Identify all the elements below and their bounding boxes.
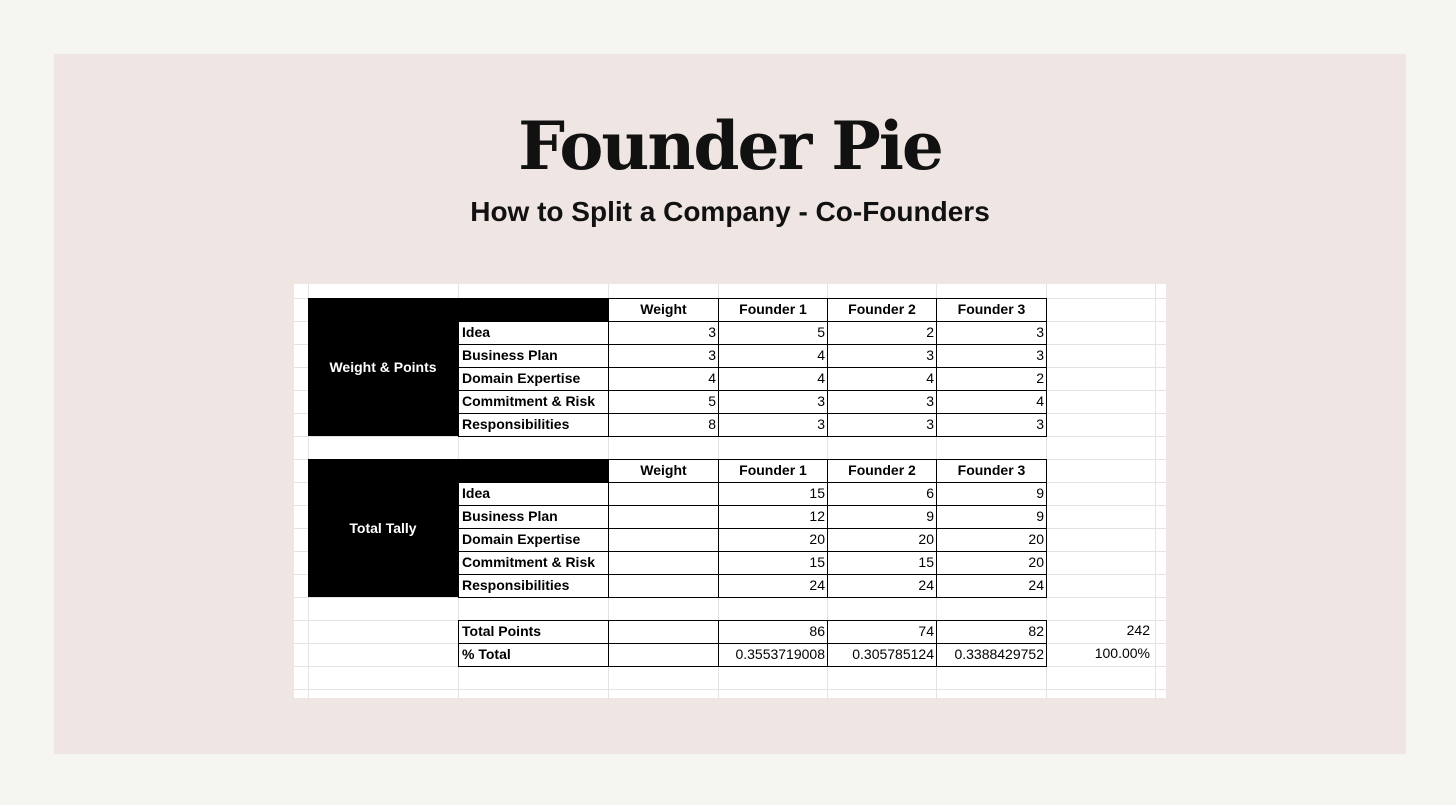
- weights-header-corner: [458, 298, 608, 321]
- grand-total-value[interactable]: 242: [1126, 622, 1150, 638]
- totals-value-cell[interactable]: 74: [827, 620, 937, 644]
- tally-value-cell[interactable]: 20: [936, 551, 1047, 575]
- weights-value-cell[interactable]: 3: [608, 321, 719, 345]
- weights-value-cell[interactable]: 3: [827, 344, 937, 368]
- totals-value-cell[interactable]: [608, 643, 719, 667]
- tally-value-cell[interactable]: 9: [827, 505, 937, 529]
- tally-row-label[interactable]: Idea: [458, 482, 609, 506]
- grand-total-value[interactable]: 100.00%: [1094, 645, 1150, 661]
- weights-value-cell[interactable]: 2: [827, 321, 937, 345]
- page-subtitle: How to Split a Company - Co-Founders: [470, 196, 990, 227]
- tally-value-cell[interactable]: [608, 482, 719, 506]
- weights-column-header[interactable]: Founder 2: [827, 298, 937, 322]
- tally-value-cell[interactable]: 9: [936, 482, 1047, 506]
- tally-value-cell[interactable]: 15: [718, 551, 828, 575]
- tally-column-header[interactable]: Founder 2: [827, 459, 937, 483]
- weights-row-label[interactable]: Domain Expertise: [458, 367, 609, 391]
- weights-value-cell[interactable]: 3: [936, 321, 1047, 345]
- tally-row-label[interactable]: Responsibilities: [458, 574, 609, 598]
- tally-value-cell[interactable]: 15: [718, 482, 828, 506]
- weights-row-label[interactable]: Idea: [458, 321, 609, 345]
- tally-value-cell[interactable]: 6: [827, 482, 937, 506]
- weights-section-label: Weight & Points: [308, 298, 458, 436]
- tally-value-cell[interactable]: [608, 528, 719, 552]
- weights-row-label[interactable]: Responsibilities: [458, 413, 609, 437]
- tally-row-label[interactable]: Domain Expertise: [458, 528, 609, 552]
- tally-value-cell[interactable]: 20: [718, 528, 828, 552]
- tally-value-cell[interactable]: 20: [827, 528, 937, 552]
- totals-row-label[interactable]: Total Points: [458, 620, 609, 644]
- gridline-horizontal: [294, 689, 1166, 690]
- weights-value-cell[interactable]: 3: [608, 344, 719, 368]
- tally-value-cell[interactable]: 24: [827, 574, 937, 598]
- totals-value-cell[interactable]: 82: [936, 620, 1047, 644]
- weights-value-cell[interactable]: 3: [827, 413, 937, 437]
- tally-value-cell[interactable]: 24: [718, 574, 828, 598]
- tally-value-cell[interactable]: 12: [718, 505, 828, 529]
- tally-value-cell[interactable]: 20: [936, 528, 1047, 552]
- spreadsheet: [294, 284, 1166, 698]
- weights-value-cell[interactable]: 3: [718, 390, 828, 414]
- weights-value-cell[interactable]: 3: [936, 413, 1047, 437]
- totals-value-cell[interactable]: 0.305785124: [827, 643, 937, 667]
- weights-value-cell[interactable]: 4: [936, 390, 1047, 414]
- page-title: Founder Pie: [518, 107, 942, 185]
- weights-column-header[interactable]: Weight: [608, 298, 719, 322]
- weights-row-label[interactable]: Business Plan: [458, 344, 609, 368]
- tally-row-label[interactable]: Business Plan: [458, 505, 609, 529]
- weights-value-cell[interactable]: 3: [827, 390, 937, 414]
- tally-value-cell[interactable]: 9: [936, 505, 1047, 529]
- tally-value-cell[interactable]: [608, 505, 719, 529]
- totals-value-cell[interactable]: 0.3553719008: [718, 643, 828, 667]
- weights-value-cell[interactable]: 4: [718, 344, 828, 368]
- tally-value-cell[interactable]: 15: [827, 551, 937, 575]
- weights-row-label[interactable]: Commitment & Risk: [458, 390, 609, 414]
- weights-value-cell[interactable]: 4: [608, 367, 719, 391]
- weights-value-cell[interactable]: 5: [608, 390, 719, 414]
- totals-value-cell[interactable]: 86: [718, 620, 828, 644]
- totals-row-label[interactable]: % Total: [458, 643, 609, 667]
- tally-column-header[interactable]: Weight: [608, 459, 719, 483]
- tally-section-label: Total Tally: [308, 459, 458, 597]
- tally-column-header[interactable]: Founder 3: [936, 459, 1047, 483]
- weights-value-cell[interactable]: 2: [936, 367, 1047, 391]
- weights-column-header[interactable]: Founder 1: [718, 298, 828, 322]
- tally-column-header[interactable]: Founder 1: [718, 459, 828, 483]
- tally-value-cell[interactable]: [608, 574, 719, 598]
- weights-column-header[interactable]: Founder 3: [936, 298, 1047, 322]
- weights-value-cell[interactable]: 4: [827, 367, 937, 391]
- totals-value-cell[interactable]: [608, 620, 719, 644]
- weights-value-cell[interactable]: 3: [936, 344, 1047, 368]
- weights-value-cell[interactable]: 5: [718, 321, 828, 345]
- weights-value-cell[interactable]: 4: [718, 367, 828, 391]
- tally-value-cell[interactable]: [608, 551, 719, 575]
- tally-row-label[interactable]: Commitment & Risk: [458, 551, 609, 575]
- gridline-vertical: [1155, 284, 1156, 698]
- tally-value-cell[interactable]: 24: [936, 574, 1047, 598]
- weights-value-cell[interactable]: 8: [608, 413, 719, 437]
- tally-header-corner: [458, 459, 608, 482]
- totals-value-cell[interactable]: 0.3388429752: [936, 643, 1047, 667]
- weights-value-cell[interactable]: 3: [718, 413, 828, 437]
